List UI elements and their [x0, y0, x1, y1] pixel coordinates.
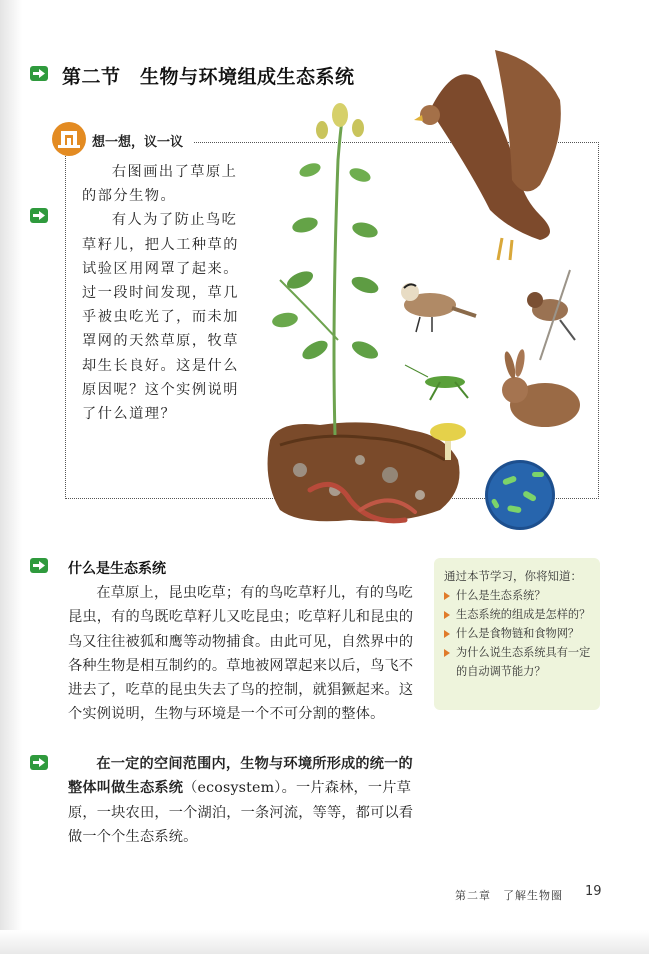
- think-discuss-label: 想一想，议一议: [92, 135, 184, 150]
- grasshopper-drawing: [405, 365, 468, 400]
- section-arrow-icon: [30, 66, 48, 81]
- triangle-bullet-icon: [444, 592, 450, 600]
- definition-arrow-icon: [30, 755, 48, 770]
- page-bottom-shadow: [0, 930, 649, 954]
- list-item: 生态系统的组成是怎样的？: [442, 605, 598, 624]
- grass-plant-drawing: [271, 103, 381, 435]
- think-discuss-icon: [52, 122, 86, 156]
- grassland-illustration: [240, 20, 610, 540]
- page-gutter-shadow: [0, 0, 22, 954]
- triangle-bullet-icon: [444, 630, 450, 638]
- learning-objectives-box: [434, 558, 600, 710]
- triangle-bullet-icon: [444, 611, 450, 619]
- subsection-arrow-icon: [30, 558, 48, 573]
- list-item: 什么是生态系统？: [442, 586, 598, 605]
- soil-clump-drawing: [268, 422, 460, 521]
- page-number: 19: [585, 884, 602, 899]
- learning-objectives-title: 通过本节学习，你将知道：: [444, 569, 582, 583]
- body-paragraph-1: 在草原上，昆虫吃草；有的鸟吃草籽儿，有的鸟吃昆虫，有的鸟既吃草籽儿又吃昆虫；吃草籽儿和昆虫的鸟又往往被狐和鹰等动物捕食。由此可见，自然界中的各种生物是相互制约的。草地被网罩起来以后，鸟飞不进去了，吃草的昆虫失去了鸟的控制，就猖獗起来。这个实例说明，生物与环境是一个不可分割的整体。: [68, 585, 414, 723]
- triangle-bullet-icon: [444, 649, 450, 657]
- eagle-drawing: [414, 50, 561, 260]
- sparrow-drawing: [527, 270, 575, 360]
- definition-rest-text: （ecosystem）。一片森林，一片草原，一块农田，一个湖泊，一条河流，等等，都可以看做一个个生态系统。: [68, 780, 414, 845]
- learning-objectives-list: [442, 586, 598, 681]
- think-discuss-text: [82, 160, 242, 426]
- definition-bold-text: 在一定的空间范围内，生物与环境所形成的统一的整体叫做生态系统: [68, 756, 413, 797]
- list-item: 什么是食物链和食物网？: [442, 624, 598, 643]
- lark-drawing: [401, 283, 476, 332]
- subsection-heading: 什么是生态系统: [68, 561, 166, 577]
- intro-paragraph: 右图画出了草原上的部分生物。: [82, 164, 238, 205]
- bacteria-circle-drawing: [485, 460, 555, 530]
- margin-arrow-icon: [30, 208, 48, 223]
- question-paragraph: 有人为了防止鸟吃草籽儿，把人工种草的试验区用网罩了起来。过一段时间发现，草几乎被虫吃光了，而未加罩网的天然草原，牧草却生长良好。这是什么原因呢？这个实例说明了什么道理？: [82, 212, 239, 423]
- rabbit-drawing: [502, 349, 580, 427]
- chapter-footer: 第二章 了解生物圈: [455, 889, 563, 902]
- definition-paragraph: [68, 752, 414, 849]
- list-item: 为什么说生态系统具有一定的自动调节能力？: [442, 643, 598, 681]
- section-title: 第二节 生物与环境组成生态系统: [62, 66, 355, 88]
